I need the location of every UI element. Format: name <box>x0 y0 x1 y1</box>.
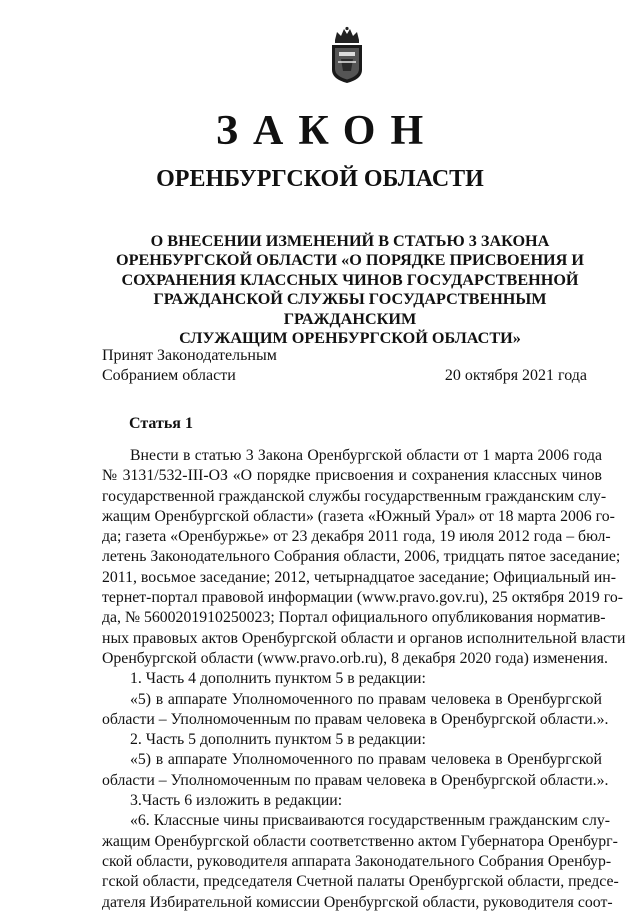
text-line: 2. Часть 5 дополнить пунктом 5 в редакции: <box>130 731 426 749</box>
text-line: ской области, руководителя аппарата Законодательного Собрания Оренбур- <box>102 852 612 870</box>
law-subject <box>96 232 604 348</box>
article-heading: Статья 1 <box>129 415 193 432</box>
text-line: да; газета «Оренбуржье» от 23 декабря 2011 года, 19 июля 2012 года – бюл- <box>102 528 611 546</box>
text-line: области – Уполномоченным по правам человека в Оренбургской области.». <box>102 771 609 789</box>
text-line: «5) в аппарате Уполномоченного по правам человека в Оренбургской <box>130 690 602 708</box>
text-line: да, № 5600201910250023; Портал официального опубликования норматив- <box>102 609 606 627</box>
text-line: Оренбургской области (www.pravo.orb.ru), 8 декабря 2020 года) изменения. <box>102 649 608 667</box>
text-line: жащим Оренбургской области соответственно актом Губернатора Оренбург- <box>102 832 618 850</box>
text-line: «6. Классные чины присваиваются государственным гражданским слу- <box>130 812 611 830</box>
coat-of-arms-icon <box>329 26 365 84</box>
text-line: «5) в аппарате Уполномоченного по правам человека в Оренбургской <box>130 751 602 769</box>
adoption-line: Принят Законодательным <box>102 347 277 364</box>
text-line: жащим Оренбургской области» (газета «Южный Урал» от 18 марта 2006 го- <box>102 507 615 525</box>
law-title: ЗАКОН <box>215 108 439 154</box>
subject-line: О ВНЕСЕНИИ ИЗМЕНЕНИЙ В СТАТЬЮ 3 ЗАКОНА <box>150 232 550 250</box>
text-line: государственной гражданской службы государственным гражданским слу- <box>102 487 607 505</box>
text-line: 2011, восьмое заседание; 2012, четырнадцатое заседание; Официальный ин- <box>102 568 616 586</box>
subject-line: ОРЕНБУРГСКОЙ ОБЛАСТИ «О ПОРЯДКЕ ПРИСВОЕНИЯ И <box>116 251 584 270</box>
subject-line: ГРАЖДАНСКОЙ СЛУЖБЫ ГОСУДАРСТВЕННЫМ ГРАЖДАНСКИМ <box>153 290 547 328</box>
adoption-body <box>102 346 277 385</box>
text-line: ных правовых актов Оренбургской области и органов исполнительной власти <box>102 629 626 647</box>
text-line: гской области, председателя Счетной палаты Оренбургской области, предсе- <box>102 873 619 891</box>
text-line: тернет-портал правовой информации (www.pravo.gov.ru), 25 октября 2019 го- <box>102 589 624 607</box>
adoption-date: 20 октября 2021 года <box>444 366 587 384</box>
text-line: области – Уполномоченным по правам человека в Оренбургской области.». <box>102 710 609 728</box>
article-body <box>102 446 626 913</box>
text-line: 3.Часть 6 изложить в редакции: <box>130 792 343 810</box>
region-name: ОРЕНБУРГСКОЙ ОБЛАСТИ <box>156 166 484 192</box>
adoption-line: Собранием области <box>102 366 236 384</box>
text-line: 1. Часть 4 дополнить пунктом 5 в редакции: <box>130 670 426 688</box>
text-line: Внести в статью 3 Закона Оренбургской области от 1 марта 2006 года <box>130 447 602 464</box>
text-line: № 3131/532-III-ОЗ «О порядке присвоения и сохранения классных чинов <box>102 467 602 485</box>
text-line: летень Законодательного Собрания области, 2006, тридцать пятое заседание; <box>102 548 621 566</box>
text-line: дателя Избирательной комиссии Оренбургской области, руководителя соот- <box>102 893 613 911</box>
subject-line: СОХРАНЕНИЯ КЛАССНЫХ ЧИНОВ ГОСУДАРСТВЕННОЙ <box>121 270 579 289</box>
subject-line: СЛУЖАЩИМ ОРЕНБУРГСКОЙ ОБЛАСТИ» <box>179 329 521 348</box>
